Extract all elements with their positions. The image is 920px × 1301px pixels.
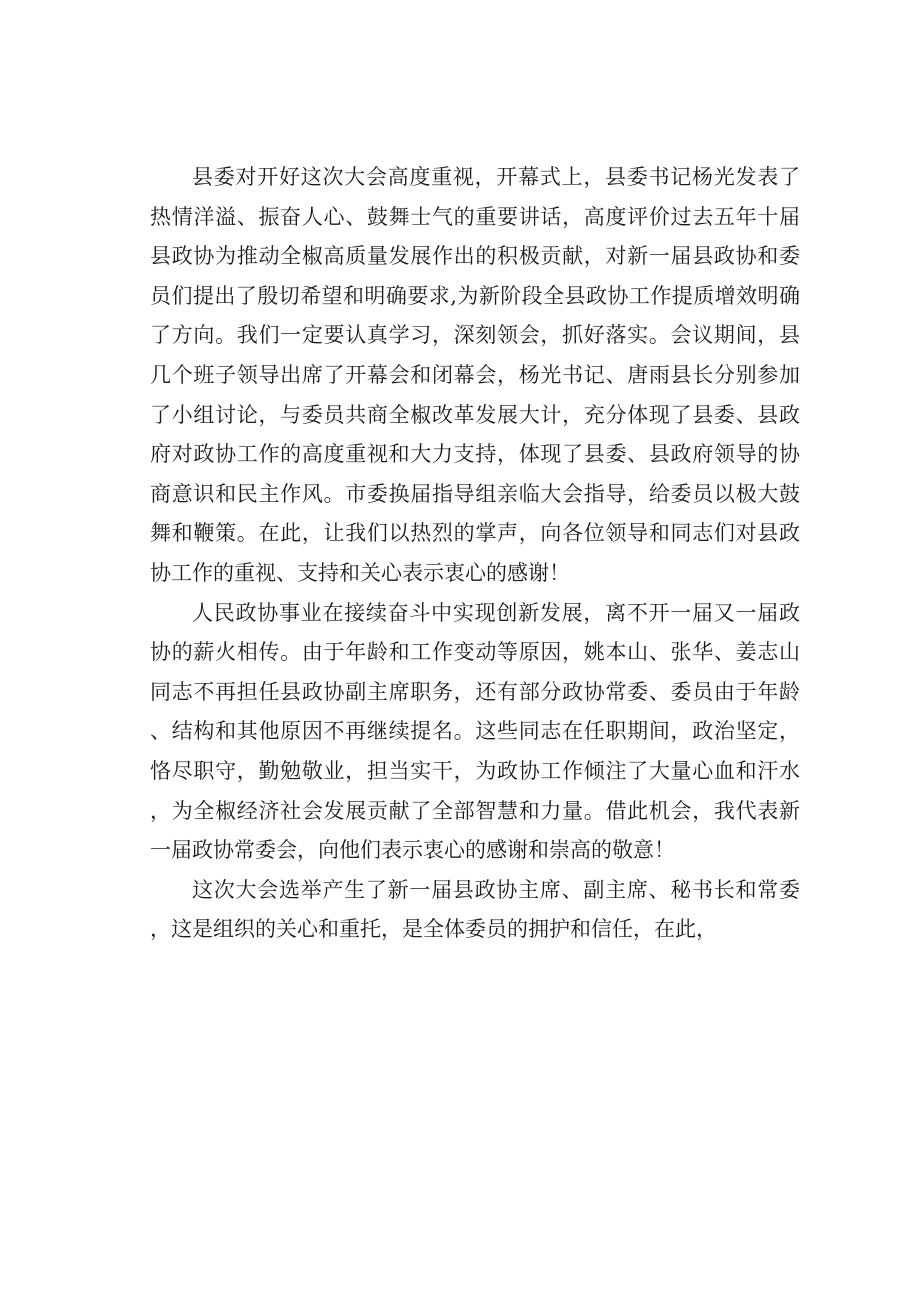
paragraph-2: 人民政协事业在接续奋斗中实现创新发展，离不开一届又一届政协的薪火相传。由于年龄和工作变动等原因，姚本山、张华、姜志山同志不再担任县政协副主席职务，还有部分政协常委、委员由于年龄、结构和其他原因不再继续提名。这些同志在任职期间，政治坚定，恪尽职守，勤勉敬业，担当实干，为政协工作倾注了大量心血和汗水，为全椒经济社会发展贡献了全部智慧和力量。借此机会，我代表新一届政协常委会，向他们表示衷心的感谢和崇高的敬意！	[150, 600, 800, 863]
document-body	[150, 158, 800, 950]
paragraph-3: 这次大会选举产生了新一届县政协主席、副主席、秘书长和常委，这是组织的关心和重托，是全体委员的拥护和信任，在此，	[150, 877, 800, 942]
paragraph-1: 县委对开好这次大会高度重视，开幕式上，县委书记杨光发表了热情洋溢、振奋人心、鼓舞士气的重要讲话，高度评价过去五年十届县政协为推动全椒高质量发展作出的积极贡献，对新一届县政协和委员们提出了殷切希望和明确要求,为新阶段全县政协工作提质增效明确了方向。我们一定要认真学习，深刻领会，抓好落实。会议期间，县几个班子领导出席了开幕会和闭幕会，杨光书记、唐雨县长分别参加了小组讨论，与委员共商全椒改革发展大计，充分体现了县委、县政府对政协工作的高度重视和大力支持，体现了县委、县政府领导的协商意识和民主作风。市委换届指导组亲临大会指导，给委员以极大鼓舞和鞭策。在此，让我们以热烈的掌声，向各位领导和同志们对县政协工作的重视、支持和关心表示衷心的感谢！	[150, 165, 800, 585]
